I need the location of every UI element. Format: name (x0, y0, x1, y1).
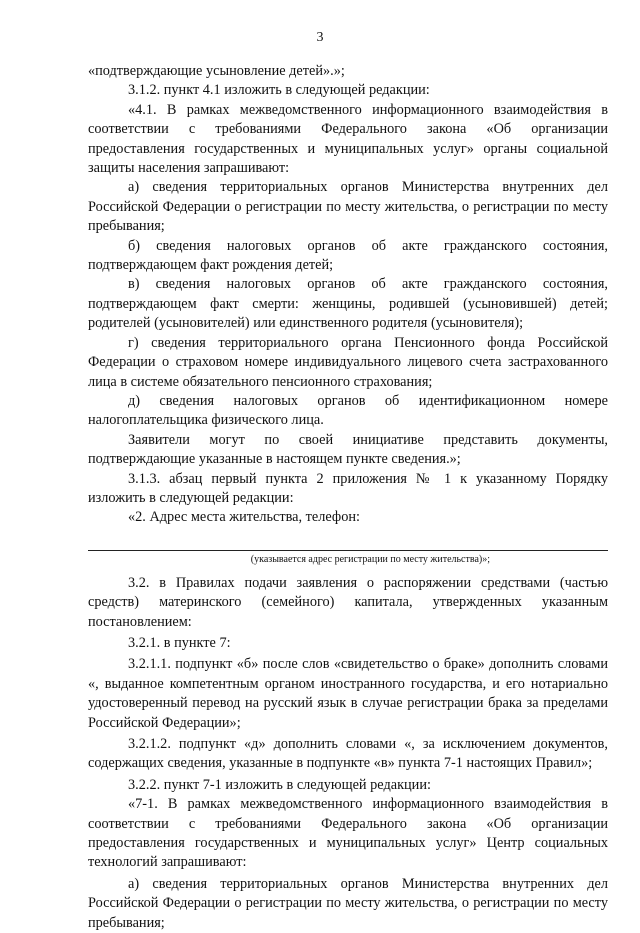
document-body (88, 62, 608, 933)
paragraph: а) сведения территориальных органов Министерства внутренних дел Российской Федерации о регистрации по месту жительства, о регистрации по месту пребывания; (88, 875, 608, 931)
paragraph: в) сведения налоговых органов об акте гражданского состояния, подтверждающем факт смерти: женщины, родившей (усыновившей) детей; родителей (усыновителей) или единственного родителя (усыновителя); (88, 276, 608, 332)
blank-field-line (88, 550, 608, 551)
paragraph: 3.2. в Правилах подачи заявления о распоряжении средствами (частью средств) материнского (семейного) капитала, утвержденных указанным постановлением: (88, 574, 608, 630)
paragraph: 3.2.1.1. подпункт «б» после слов «свидетельство о браке» дополнить словами «, выданное компетентным органом иностранного государства, и его нотариально удостоверенный перевод на русский язык в случае регистрации брака за пределами Российской Федерации»; (88, 656, 608, 731)
paragraph: д) сведения налоговых органов об идентификационном номере налогоплательщика физического лица. (88, 392, 608, 429)
paragraph: 3.1.2. пункт 4.1 изложить в следующей редакции: (128, 82, 430, 99)
paragraph: «4.1. В рамках межведомственного информационного взаимодействия в соответствии с требованиями Федерального закона «Об организации предоставления государственных и муниципальных услуг» органы социальной защиты населения запрашивают: (88, 101, 608, 177)
paragraph: «2. Адрес места жительства, телефон: (128, 509, 360, 526)
field-caption: (указывается адрес регистрации по месту жительства)»; (250, 553, 490, 565)
paragraph: 3.2.1.2. подпункт «д» дополнить словами «, за исключением документов, содержащих сведения, указанные в подпункте «в» пункта 7-1 настоящих Правил»; (88, 736, 608, 772)
paragraph: г) сведения территориального органа Пенсионного фонда Российской Федерации о страховом номере индивидуального лицевого счета застрахованного лица в системе обязательного пенсионного страхования; (88, 334, 608, 390)
paragraph: 3.1.3. абзац первый пункта 2 приложения № 1 к указанному Порядку изложить в следующей редакции: (88, 470, 608, 506)
paragraph: «7-1. В рамках межведомственного информационного взаимодействия в соответствии с требованиями Федерального закона «Об организации предоставления государственных и муниципальных услуг» Центр социальных технологий запрашивают: (88, 796, 608, 871)
paragraph: «подтверждающие усыновление детей».»; (88, 63, 345, 79)
page-number: 3 (316, 30, 324, 45)
paragraph: 3.2.2. пункт 7-1 изложить в следующей редакции: (128, 776, 431, 793)
paragraph: Заявители могут по своей инициативе представить документы, подтверждающие указанные в настоящем пункте сведения.»; (88, 431, 608, 468)
paragraph: б) сведения налоговых органов об акте гражданского состояния, подтверждающем факт рождения детей; (88, 237, 608, 274)
paragraph: 3.2.1. в пункте 7: (128, 634, 231, 651)
paragraph: а) сведения территориальных органов Министерства внутренних дел Российской Федерации о регистрации по месту жительства, о регистрации по месту пребывания; (88, 179, 608, 235)
